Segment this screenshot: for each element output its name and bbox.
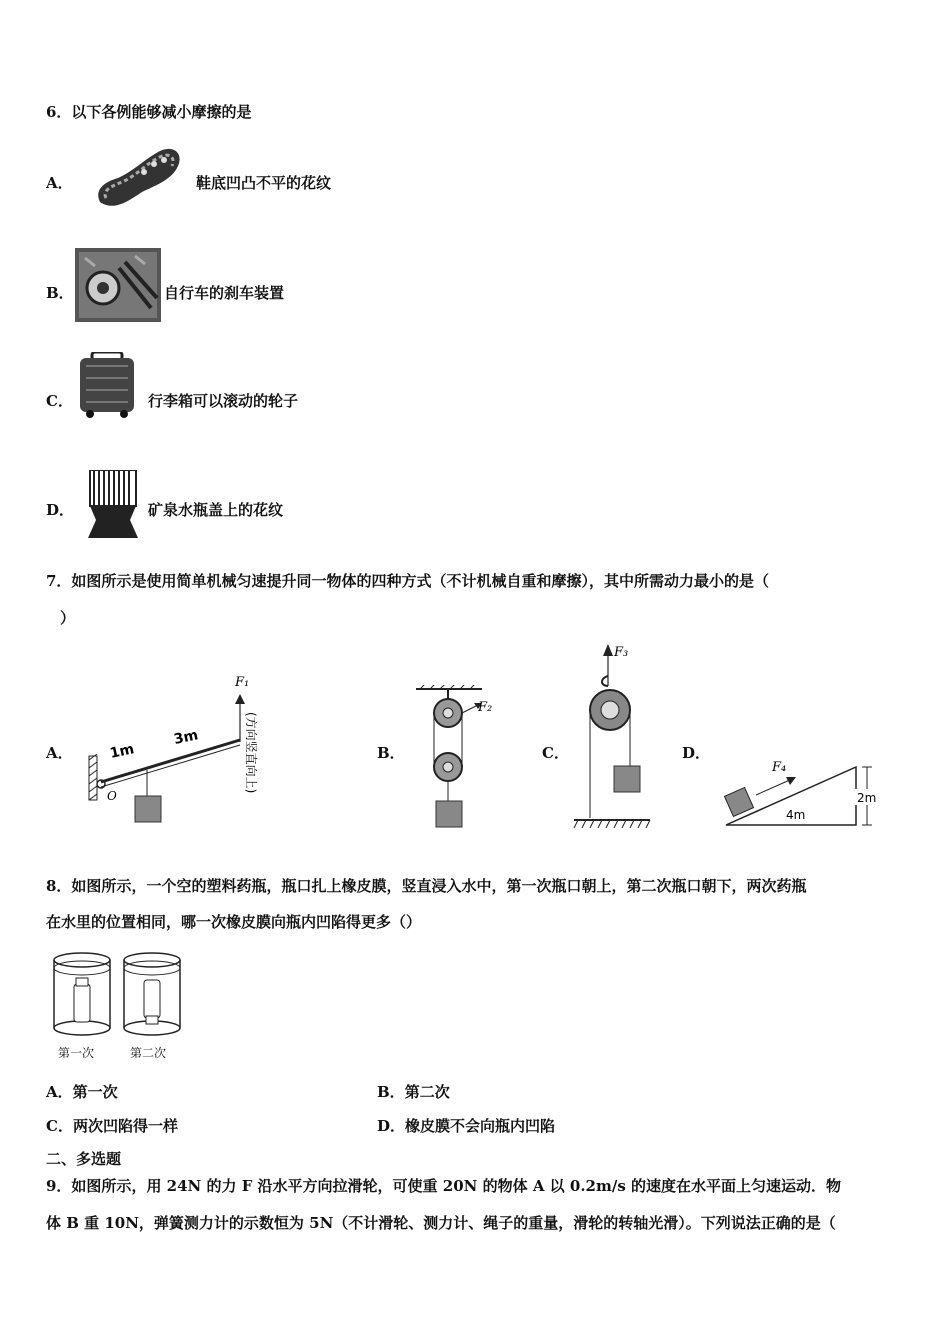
bicycle-brake-image — [75, 248, 161, 322]
luggage-image — [78, 352, 136, 418]
section-heading-multiple-choice: 二、多选题 — [46, 1150, 122, 1168]
inclined-plane-diagram — [722, 755, 882, 831]
q8-option-d-text: 橡皮膜不会向瓶内凹陷 — [405, 1117, 556, 1135]
q7-option-d-letter: D． — [682, 744, 711, 762]
q8-option-a-text: 第一次 — [72, 1083, 118, 1101]
q8-caption-second: 第二次 — [130, 1046, 167, 1060]
q7-stem-line2: ） — [60, 609, 76, 627]
q8-option-b — [377, 1081, 450, 1102]
lever-diagram — [85, 668, 265, 833]
q8-caption-first: 第一次 — [58, 1046, 95, 1060]
q9-stem-line2: 体 B 重 10N，弹簧测力计的示数恒为 5N（不计滑轮、测力计、绳子的重量，滑轮的转轴光滑）。下列说法正确的是（ — [46, 1214, 836, 1232]
length-3m-label: 3m — [172, 727, 200, 748]
q8-option-d — [377, 1115, 555, 1136]
q6-option-c-letter: C． — [46, 392, 73, 410]
movable-pulley-diagram — [570, 638, 658, 834]
q7-stem-line1: 7．如图所示是使用简单机械匀速提升同一物体的四种方式（不计机械自重和摩擦），其中所需动力最小的是（ — [46, 572, 769, 590]
q7-option-c-letter: C． — [542, 744, 569, 762]
q8-option-b-text: 第二次 — [404, 1083, 450, 1101]
q6-option-b-letter: B． — [46, 284, 74, 302]
force-f3-label: F₃ — [614, 645, 629, 660]
q6-option-a-letter: A． — [46, 174, 73, 192]
q8-option-d-letter: D． — [377, 1117, 406, 1135]
q6-option-d-letter: D． — [46, 501, 75, 519]
q6-option-d-text: 矿泉水瓶盖上的花纹 — [148, 501, 284, 519]
q8-option-a-letter: A． — [46, 1083, 73, 1101]
pivot-o-label: O — [107, 789, 117, 803]
q8-option-c — [46, 1115, 178, 1136]
q6-option-a-text: 鞋底凹凸不平的花纹 — [196, 174, 332, 192]
q8-option-b-letter: B． — [377, 1083, 405, 1101]
q7-option-b-letter: B． — [377, 744, 405, 762]
length-1m-label: 1m — [108, 741, 136, 762]
direction-label: (方向竖直向上) — [244, 712, 258, 794]
q8-option-c-letter: C． — [46, 1117, 73, 1135]
bottles-in-water-diagram — [50, 950, 190, 1040]
shoe-sole-image — [92, 142, 182, 214]
base-4m-label: 4m — [786, 808, 806, 822]
q8-stem-line1: 8．如图所示，一个空的塑料药瓶，瓶口扎上橡皮膜，竖直浸入水中，第一次瓶口朝上，第二次瓶口朝下，两次药瓶 — [46, 877, 807, 895]
bottle-cap-image — [86, 470, 140, 538]
force-f4-label: F₄ — [772, 760, 787, 775]
force-f1-label: F₁ — [235, 675, 250, 690]
q8-option-c-text: 两次凹陷得一样 — [72, 1117, 178, 1135]
q6-option-b-text: 自行车的刹车装置 — [164, 284, 285, 302]
q6-stem: 6．以下各例能够减小摩擦的是 — [46, 103, 252, 121]
q8-option-a — [46, 1081, 118, 1102]
pulley-block-diagram — [412, 685, 502, 833]
q8-stem-line2: 在水里的位置相同，哪一次橡皮膜向瓶内凹陷得更多（） — [46, 913, 422, 931]
force-f2-label: F₂ — [478, 700, 493, 715]
q9-stem-line1: 9．如图所示，用 24N 的力 F 沿水平方向拉滑轮，可使重 20N 的物体 A 以 0.2m/s 的速度在水平面上匀速运动．物 — [46, 1177, 842, 1195]
q7-option-a-letter: A． — [46, 744, 73, 762]
q6-option-c-text: 行李箱可以滚动的轮子 — [148, 392, 299, 410]
height-2m-label: 2m — [857, 791, 877, 805]
